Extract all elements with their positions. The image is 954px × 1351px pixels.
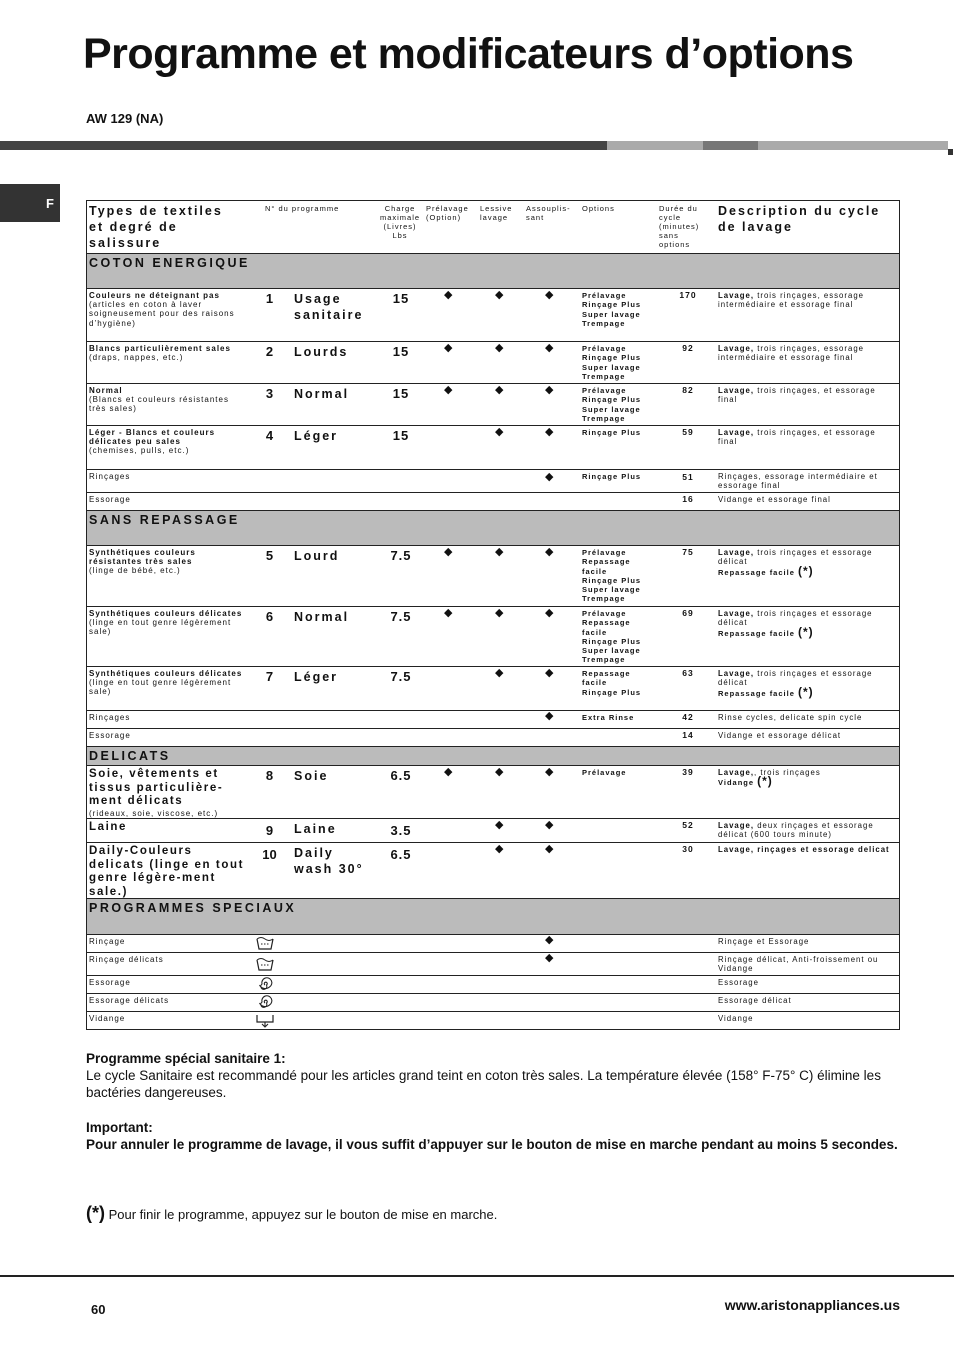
diamond-icon: ◆ — [545, 766, 555, 778]
diamond-icon: ◆ — [545, 342, 555, 354]
table-row: Essorage Essorage — [87, 976, 900, 994]
website-link[interactable]: www.aristonappliances.us — [724, 1297, 900, 1313]
diamond-icon: ◆ — [495, 667, 505, 679]
table-row: Synthétiques couleurs délicates (linge en tout genre légèrement sale) 7 Léger 7.5 ◆ ◆ Repassage facile Rinçage Plus 63 Lavage, trois rinçages et essorage délicat Repassage facile (*) — [87, 667, 900, 711]
col-header-prog-num: N° du programme — [265, 204, 340, 213]
diamond-icon: ◆ — [545, 819, 555, 831]
diamond-icon: ◆ — [444, 607, 454, 619]
col-header-prewash: Prélavage (Option) — [426, 204, 469, 222]
diamond-icon: ◆ — [545, 667, 555, 679]
col-header-options: Options — [582, 204, 615, 213]
diamond-icon: ◆ — [495, 819, 505, 831]
diamond-icon: ◆ — [444, 766, 454, 778]
note-sanitaire-text: Le cycle Sanitaire est recommandé pour les articles grand teint en coton très sales. La température élevée (158° F-75° C) élimine les bactéries dangereuses. — [86, 1068, 881, 1100]
section-sans-repassage: SANS REPASSAGE — [87, 511, 900, 546]
table-row: Daily-Couleurs delicats (linge en tout genre légère-ment sale.) 10 Daily wash 30° 6.5 ◆ ◆ 30 Lavage, rinçages et essorage delicat — [87, 843, 900, 899]
diamond-icon: ◆ — [495, 289, 505, 301]
diamond-icon: ◆ — [545, 710, 555, 722]
header-bar-light — [607, 141, 703, 150]
col-header-detergent: Lessive lavage — [480, 204, 513, 222]
rinse-icon — [255, 935, 275, 951]
diamond-icon: ◆ — [495, 426, 505, 438]
table-row: Essorage 16 Vidange et essorage final — [87, 493, 900, 511]
section-programmes-speciaux: PROGRAMMES SPECIAUX — [87, 899, 900, 935]
diamond-icon: ◆ — [495, 843, 505, 855]
table-row: Rinçage ◆ Rinçage et Essorage — [87, 935, 900, 953]
section-delicats: DELICATS — [87, 747, 900, 766]
header-bar-dark — [0, 141, 607, 150]
diamond-icon: ◆ — [495, 546, 505, 558]
table-row: Léger - Blancs et couleurs délicates peu sales (chemises, pulls, etc.) 4 Léger 15 ◆ ◆ Rinçage Plus 59 Lavage, trois rinçages, et essorage final — [87, 426, 900, 470]
diamond-icon: ◆ — [545, 289, 555, 301]
note-important-text: Pour annuler le programme de lavage, il vous suffit d’appuyer sur le bouton de mise en marche pendant au moins 5 secondes. — [86, 1137, 898, 1152]
header-bar-light-end — [758, 141, 948, 150]
page-title: Programme et modificateurs d’options — [83, 30, 854, 78]
table-row: Vidange Vidange — [87, 1012, 900, 1030]
table-row: Normal (Blancs et couleurs résistantes très sales) 3 Normal 15 ◆ ◆ ◆ Prélavage Rinçage Plus Super lavage Trempage 82 Lavage, trois rinçages, et essorage final — [87, 384, 900, 426]
diamond-icon: ◆ — [545, 934, 555, 946]
notes-section — [86, 1050, 906, 1153]
diamond-icon: ◆ — [444, 546, 454, 558]
table-row: Soie, vêtements et tissus particulière-ment délicats (rideaux, soie, viscose, etc.) 8 Soie 6.5 ◆ ◆ ◆ Prélavage 39 Lavage,, trois rinçages Vidange (*) — [87, 766, 900, 819]
model-label: AW 129 (NA) — [86, 111, 164, 126]
diamond-icon: ◆ — [545, 471, 555, 483]
note-important-title: Important: — [86, 1120, 153, 1135]
col-header-load: Charge maximale (Livres) Lbs — [379, 204, 421, 240]
table-header-row — [87, 201, 900, 254]
diamond-icon: ◆ — [495, 384, 505, 396]
table-row: Rinçages ◆ Rinçage Plus 51 Rinçages, essorage intermédiaire et essorage final — [87, 470, 900, 493]
table-row: Laine 9 Laine 3.5 ◆ ◆ 52 Lavage, deux rinçages et essorage délicat (600 tours minute) — [87, 819, 900, 843]
table-row: Rinçage délicats ◆ Rinçage délicat, Anti-froissement ou Vidange — [87, 953, 900, 976]
header-bar-marker — [948, 149, 953, 155]
table-row: Couleurs ne déteignant pas (articles en coton à laver soigneusement pour des raisons d’hygiène) 1 Usage sanitaire 15 ◆ ◆ ◆ Prélavage Rinçage Plus Super lavage Trempage 170 Lavage, trois rinçages, essorage intermédiaire et essorage final — [87, 289, 900, 342]
table-row: Essorage délicats Essorage délicat — [87, 994, 900, 1012]
col-header-description: Description du cycle de lavage — [718, 204, 881, 234]
diamond-icon: ◆ — [545, 384, 555, 396]
col-header-textiles: Types de textiles et degré de salissure — [89, 204, 223, 250]
footnote: (*) Pour finir le programme, appuyez sur le bouton de mise en marche. — [86, 1203, 498, 1223]
table-row: Blancs particulièrement sales (draps, nappes, etc.) 2 Lourds 15 ◆ ◆ ◆ Prélavage Rinçage Plus Super lavage Trempage 92 Lavage, trois rinçages, essorage intermédiaire et essorage final — [87, 342, 900, 384]
diamond-icon: ◆ — [495, 607, 505, 619]
col-header-softener: Assouplis-sant — [526, 204, 571, 222]
diamond-icon: ◆ — [545, 952, 555, 964]
spin-delicate-icon — [255, 994, 275, 1011]
diamond-icon: ◆ — [495, 766, 505, 778]
spin-icon — [255, 976, 275, 993]
header-bar-mid — [703, 141, 758, 150]
diamond-icon: ◆ — [444, 289, 454, 301]
drain-icon — [255, 1012, 275, 1029]
table-row: Synthétiques couleurs délicates (linge en tout genre légèrement sale) 6 Normal 7.5 ◆ ◆ ◆ Prélavage Repassage facile Rinçage Plus Super lavage Trempage 69 Lavage, trois rinçages et essorage délicat Repassage facile (*) — [87, 607, 900, 667]
language-tab: F — [0, 184, 60, 222]
page-number: 60 — [91, 1302, 106, 1317]
diamond-icon: ◆ — [545, 426, 555, 438]
table-row: Synthétiques couleurs résistantes très sales (linge de bébé, etc.) 5 Lourd 7.5 ◆ ◆ ◆ Prélavage Repassage facile Rinçage Plus Super lavage Trempage 75 Lavage, trois rinçages et essorage délicat Repassage facile (*) — [87, 546, 900, 607]
rinse-delicate-icon — [255, 956, 275, 972]
footer-divider — [0, 1275, 954, 1277]
diamond-icon: ◆ — [444, 342, 454, 354]
section-coton: COTON ENERGIQUE — [87, 254, 900, 289]
diamond-icon: ◆ — [545, 843, 555, 855]
diamond-icon: ◆ — [495, 342, 505, 354]
note-sanitaire-title: Programme spécial sanitaire 1: — [86, 1051, 286, 1066]
program-table — [86, 200, 900, 1030]
table-row: Essorage 14 Vidange et essorage délicat — [87, 729, 900, 747]
diamond-icon: ◆ — [545, 607, 555, 619]
diamond-icon: ◆ — [444, 384, 454, 396]
col-header-duration: Durée du cycle (minutes) sans options — [659, 204, 700, 249]
diamond-icon: ◆ — [545, 546, 555, 558]
table-row: Rinçages ◆ Extra Rinse 42 Rinse cycles, delicate spin cycle — [87, 711, 900, 729]
